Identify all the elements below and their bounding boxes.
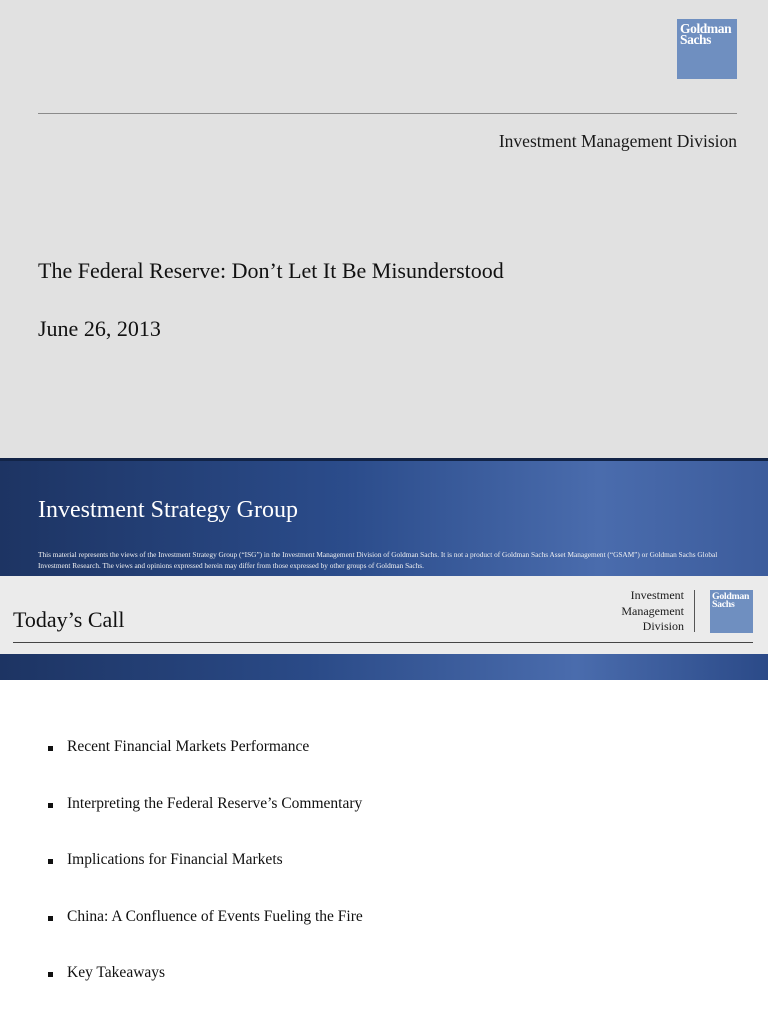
goldman-sachs-logo <box>677 19 737 79</box>
bullet-icon <box>48 916 53 921</box>
disclaimer-text: This material represents the views of the Investment Strategy Group (“ISG”) in the Investment Management Division of Goldman Sachs. It is not a product of Goldman Sachs Asset Management (“GSAM”) or Goldman Sachs Global Investment Research. The views and opinions expressed herein may differ from those expressed by other groups of Goldman Sachs. <box>38 550 718 570</box>
agenda-item <box>48 738 363 795</box>
agenda-item-label: Interpreting the Federal Reserve’s Commentary <box>67 794 363 812</box>
presentation-date: June 26, 2013 <box>38 316 161 341</box>
division-label: Investment Management Division <box>498 131 737 151</box>
logo-line-2: Sachs <box>680 32 712 48</box>
slide-band <box>0 654 768 680</box>
agenda-item-label: Key Takeaways <box>67 964 166 981</box>
logo-line-1: Goldman <box>712 591 750 602</box>
agenda-item <box>48 795 363 852</box>
header-divider <box>38 113 737 114</box>
agenda-item-label: China: A Confluence of Events Fueling the Fire <box>67 907 363 925</box>
logo-line-2: Sachs <box>712 599 735 611</box>
agenda-list <box>48 738 363 1021</box>
slide-header <box>0 576 768 654</box>
agenda-item <box>48 851 363 908</box>
division-line-2: Management <box>621 603 684 618</box>
vertical-divider <box>694 590 695 632</box>
title-underline <box>13 642 753 643</box>
slide-title: Today’s Call <box>13 607 125 632</box>
agenda-item-label: Recent Financial Markets Performance <box>67 738 310 755</box>
presentation-title: The Federal Reserve: Don’t Let It Be Misunderstood <box>38 258 504 283</box>
group-name: Investment Strategy Group <box>38 497 298 523</box>
bullet-icon <box>48 803 53 808</box>
agenda-item-label: Implications for Financial Markets <box>67 851 283 868</box>
logo-line-1: Goldman <box>680 21 732 36</box>
agenda-item <box>48 964 363 1021</box>
bullet-icon <box>48 746 53 751</box>
bullet-icon <box>48 859 53 864</box>
bullet-icon <box>48 972 53 977</box>
goldman-sachs-logo-small <box>710 590 753 633</box>
division-label-stacked <box>606 588 684 635</box>
agenda-item <box>48 908 363 965</box>
cover-slide <box>0 0 768 458</box>
division-line-3: Division <box>642 619 684 633</box>
division-line-1: Investment <box>630 588 684 602</box>
cover-band <box>0 458 768 576</box>
